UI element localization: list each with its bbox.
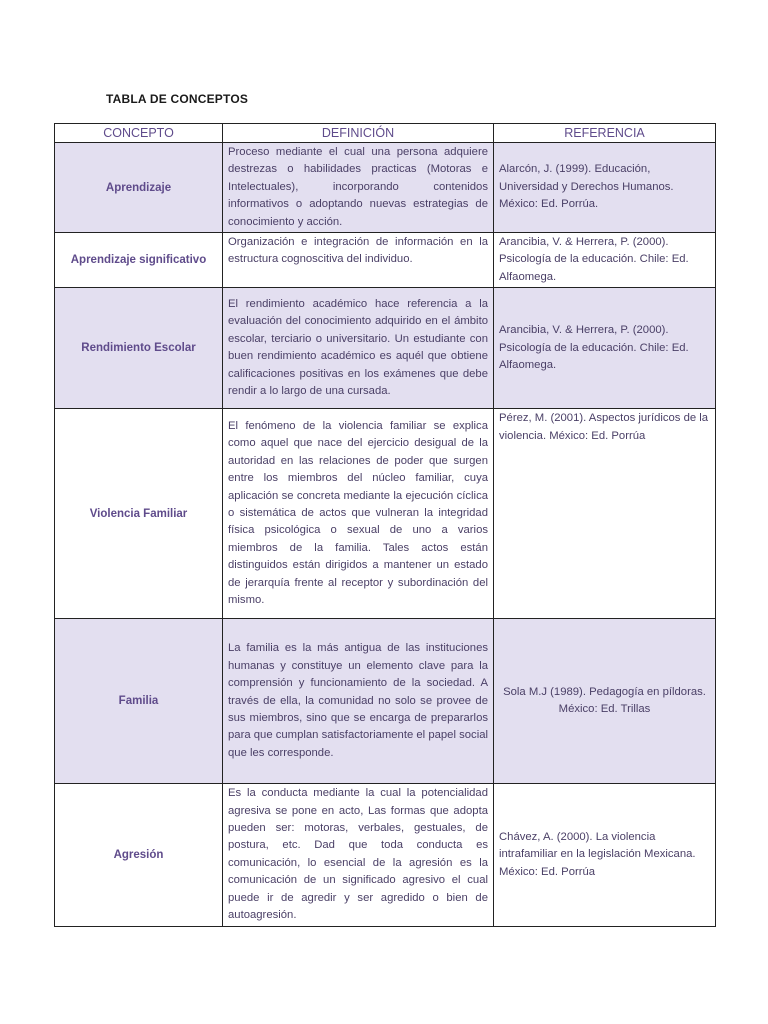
header-referencia: REFERENCIA (494, 124, 716, 143)
concept-cell: Rendimiento Escolar (55, 288, 223, 409)
reference-cell: Sola M.J (1989). Pedagogía en píldoras. México: Ed. Trillas (494, 619, 716, 784)
definition-cell: La familia es la más antigua de las instituciones humanas y constituye un elemento clave para la comprensión y funcionamiento de la sociedad. A través de ella, la comunidad no solo se provee de sus miembros, sino que se encarga de prepararlos para que cumplan satisfactoriamente el papel social que les corresponde. (223, 619, 494, 784)
reference-cell: Chávez, A. (2000). La violencia intrafamiliar en la legislación Mexicana. México: Ed. Porrúa (494, 784, 716, 926)
reference-cell: Alarcón, J. (1999). Educación, Universidad y Derechos Humanos. México: Ed. Porrúa. (494, 143, 716, 233)
concept-cell: Agresión (55, 784, 223, 926)
document-title: TABLA DE CONCEPTOS (106, 92, 249, 106)
definition-cell: El rendimiento académico hace referencia a la evaluación del conocimiento adquirido en el ámbito escolar, terciario o universitario. Un estudiante con buen rendimiento académico es aquél que obtiene calificaciones positivas en los exámenes que debe rendir a lo largo de una cursada. (223, 288, 494, 409)
table-row (55, 233, 716, 288)
definition-cell: El fenómeno de la violencia familiar se explica como aquel que nace del ejercicio desigual de la autoridad en las relaciones de poder que surgen entre los miembros del núcleo familiar, cuya aplicación se concreta mediante la ejecución cíclica o sistemática de actos que vulneran la integridad física psicológica o sexual de uno a varios miembros de la familia. Tales actos están distinguidos están dirigidos a mantener un estado de jerarquía frente al receptor y subordinación del mismo. (223, 409, 494, 619)
concept-cell: Violencia Familiar (55, 409, 223, 619)
reference-cell: Arancibia, V. & Herrera, P. (2000). Psicología de la educación. Chile: Ed. Alfaomega. (494, 288, 716, 409)
definition-cell: Proceso mediante el cual una persona adquiere destrezas o habilidades practicas (Motoras e Intelectuales), incorporando contenidos informativos o adoptando nuevas estrategias de conocimiento y acción. (223, 143, 494, 233)
table-row (55, 409, 716, 619)
table-row (55, 143, 716, 233)
header-concepto: CONCEPTO (55, 124, 223, 143)
reference-cell: Pérez, M. (2001). Aspectos jurídicos de la violencia. México: Ed. Porrúa (494, 409, 716, 619)
concept-cell: Familia (55, 619, 223, 784)
table-header-row (55, 124, 716, 143)
definition-cell: Es la conducta mediante la cual la potencialidad agresiva se pone en acto, Las formas que adopta pueden ser: motoras, verbales, gestuales, de postura, etc. Dad que toda conducta es comunicación, lo esencial de la agresión es la comunicación de un significado agresivo el cual puede ir de agredir y ser agredido o bien de autoagresión. (223, 784, 494, 926)
concepts-table (54, 123, 716, 927)
concept-cell: Aprendizaje significativo (55, 233, 223, 288)
table-row (55, 784, 716, 926)
reference-cell: Arancibia, V. & Herrera, P. (2000). Psicología de la educación. Chile: Ed. Alfaomega. (494, 233, 716, 288)
table-row (55, 619, 716, 784)
concept-cell: Aprendizaje (55, 143, 223, 233)
table-row (55, 288, 716, 409)
definition-cell: Organización e integración de información en la estructura cognoscitiva del individuo. (223, 233, 494, 288)
header-definicion: DEFINICIÓN (223, 124, 494, 143)
